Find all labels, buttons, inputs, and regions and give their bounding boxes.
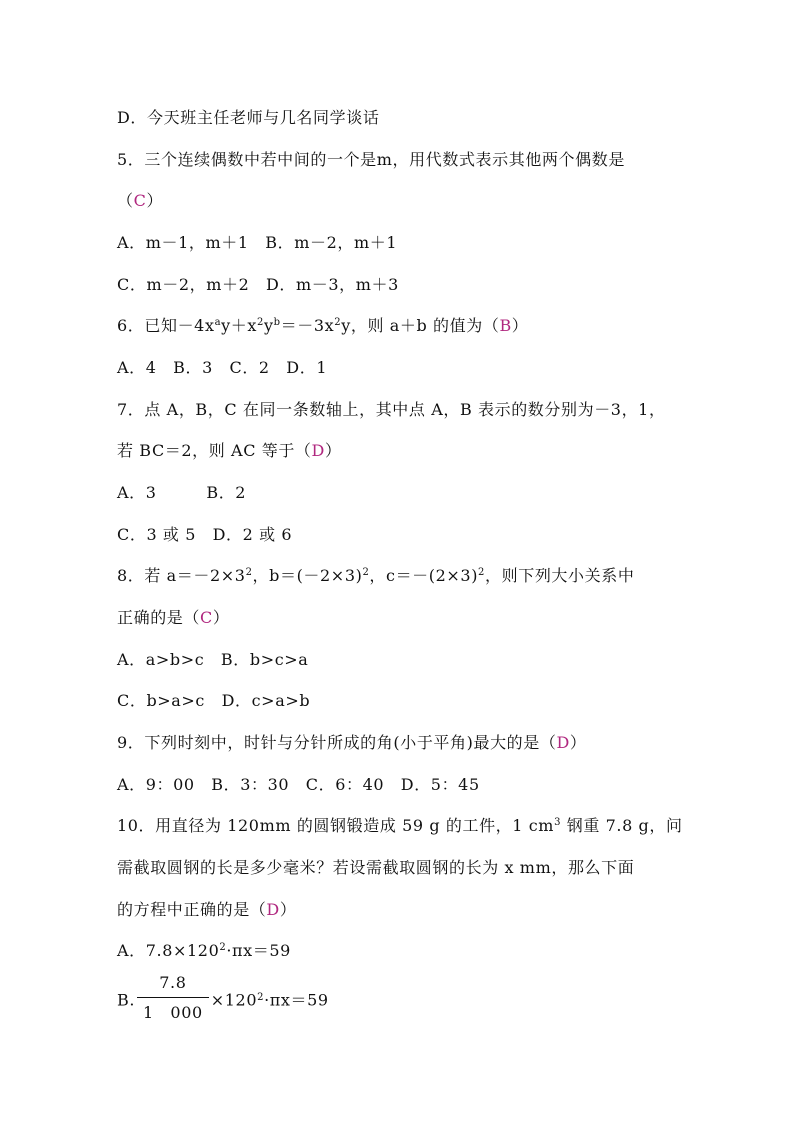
- q10a-part: A．7.8×120: [117, 941, 220, 960]
- fraction-numerator: 7.8: [137, 971, 209, 998]
- q6-superscript: 2: [257, 317, 264, 328]
- q10-superscript: 3: [554, 817, 562, 828]
- question-10-stem-end: [117, 900, 296, 920]
- q8-part: ，b＝(－2×3): [252, 566, 363, 585]
- q8-superscript: 2: [245, 567, 253, 578]
- paren-close: ）: [569, 733, 587, 752]
- question-7-stem-cont: [117, 441, 342, 461]
- q6-superscript: 2: [334, 317, 342, 328]
- question-8-stem: [117, 566, 634, 589]
- question-10-option-a: [117, 941, 291, 964]
- q6-part: 6．已知－4x: [117, 316, 215, 335]
- question-8-stem-cont: [117, 608, 229, 628]
- paren-close: ）: [511, 316, 529, 335]
- q10a-superscript: 2: [219, 942, 227, 953]
- fraction: [137, 971, 209, 1025]
- answer-letter: D: [556, 733, 570, 752]
- q10-part: 10．用直径为 120mm 的圆钢锻造成 59 g 的工件，1 cm: [117, 816, 555, 835]
- option-d-q4: D．今天班主任老师与几名同学谈话: [117, 108, 380, 127]
- paren-close: ）: [279, 900, 297, 919]
- q6-part: ＝－3x: [280, 316, 335, 335]
- q6-part: y: [264, 316, 274, 335]
- q10-part: 的方程中正确的是（: [117, 900, 267, 919]
- question-6-options: A．4 B．3 C．2 D．1: [117, 358, 328, 377]
- q10b-part: ×120: [210, 990, 258, 1010]
- question-10-option-b: [117, 974, 329, 1028]
- answer-letter: D: [266, 900, 280, 919]
- q10b-superscript: 2: [257, 991, 265, 1003]
- question-5-options-ab: A．m－1，m＋1 B．m－2，m＋1: [117, 233, 398, 252]
- question-8-options-cd: C．b>a>c D．c>a>b: [117, 691, 311, 710]
- paren-close: ）: [324, 441, 342, 460]
- q6-part: y＋x: [221, 316, 258, 335]
- question-9-options: A．9：00 B．3：30 C．6：40 D．5：45: [117, 775, 480, 794]
- q8-part: 8．若 a＝－2×3: [117, 566, 246, 585]
- q8-superscript: 2: [362, 567, 370, 578]
- question-5-stem: 5．三个连续偶数中若中间的一个是m，用代数式表示其他两个偶数是: [117, 150, 625, 169]
- question-5-options-cd: C．m－2，m＋2 D．m－3，m＋3: [117, 275, 399, 294]
- question-10-stem-cont: 需截取圆钢的长是多少毫米？若设需截取圆钢的长为 x mm，那么下面: [117, 858, 635, 877]
- answer-letter: B: [499, 316, 512, 335]
- answer-letter: C: [133, 191, 147, 210]
- fraction-denominator: 1 000: [143, 1003, 203, 1022]
- question-9-stem: [117, 733, 587, 753]
- paren-close: ）: [212, 608, 230, 627]
- paren-close: ）: [146, 191, 164, 210]
- question-10-stem: [117, 816, 683, 839]
- q6-part: y，则 a＋b 的值为（: [341, 316, 500, 335]
- q8-part: ，c＝－(2×3): [369, 566, 479, 585]
- q6-superscript: b: [273, 317, 281, 328]
- paren-open: （: [117, 191, 134, 210]
- question-7-options-cd: C．3 或 5 D．2 或 6: [117, 525, 293, 544]
- q8-part: 正确的是（: [117, 608, 201, 627]
- q9-part: 9．下列时刻中，时针与分针所成的角(小于平角)最大的是（: [117, 733, 557, 752]
- q10b-label: B.: [117, 990, 136, 1010]
- question-7-options-ab: A．3 B．2: [117, 483, 247, 502]
- question-8-options-ab: A．a>b>c B．b>c>a: [117, 650, 309, 669]
- q10-part: 钢重 7.8 g，问: [561, 816, 683, 835]
- q10a-part: ·πx＝59: [226, 941, 291, 960]
- q10b-part: ·πx＝59: [264, 990, 329, 1010]
- answer-letter: C: [200, 608, 213, 627]
- question-7-stem: 7．点 A，B，C 在同一条数轴上，其中点 A，B 表示的数分别为－3，1，: [117, 400, 666, 419]
- q7-part: 若 BC＝2，则 AC 等于（: [117, 441, 312, 460]
- question-6-stem: [117, 316, 528, 339]
- q6-superscript: a: [214, 317, 222, 328]
- q8-superscript: 2: [478, 567, 486, 578]
- question-5-answer: [117, 191, 163, 211]
- answer-letter: D: [311, 441, 325, 460]
- q8-part: ，则下列大小关系中: [485, 566, 635, 585]
